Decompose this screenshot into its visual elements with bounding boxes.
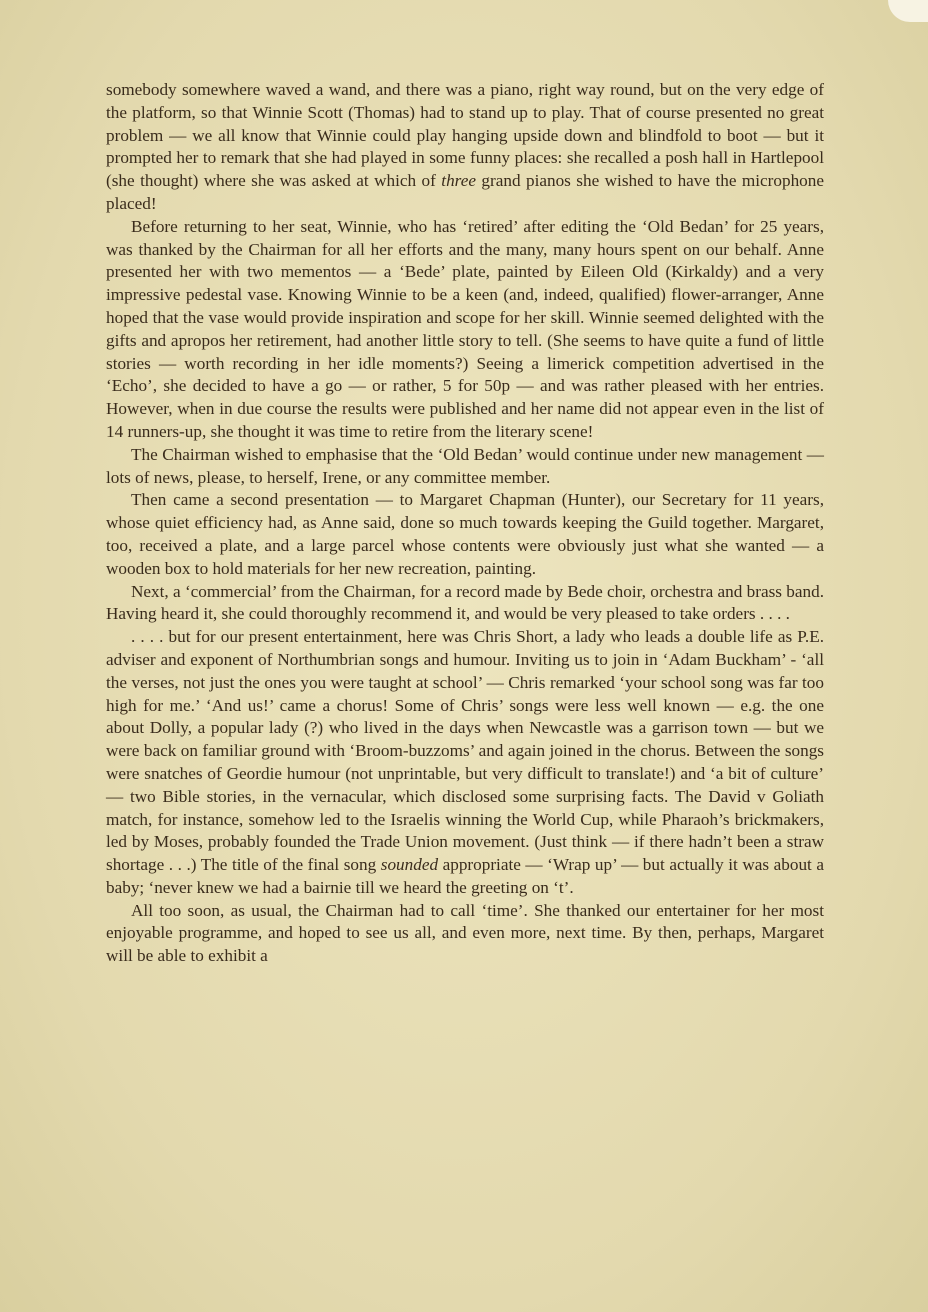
paragraph-3: The Chairman wished to emphasise that the ‘Old Bedan’ would continue under new management — lots of news, please, to herself, Irene, or any committee member. [106,444,824,487]
paragraph-5: Next, a ‘commercial’ from the Chairman, for a record made by Bede choir, orchestra and brass band. Having heard it, she could thoroughly recommend it, and would be very pleased to take orders . . . . [106,581,824,624]
paragraph-1: somebody somewhere waved a wand, and there was a piano, right way round, but on the very edge of the platform, so that Winnie Scott (Thomas) had to stand up to play. That of course presented no great problem — we all know that Winnie could play hanging upside down and blindfold to boot — but it prompted her to remark that she had played in some funny places: she recalled a posh hall in Hartlepool (she thought) where she was asked at which of three grand pianos she wished to have the microphone placed! [106,80,824,213]
paragraph-6: . . . . but for our present entertainment, here was Chris Short, a lady who leads a double life as P.E. adviser and exponent of Northumbrian songs and humour. Inviting us to join in ‘Adam Buckham’ - ‘all the verses, not just the ones you were taught at school’ — Chris remarked ‘your school song was far too high for me.’ ‘And us!’ came a chorus! Some of Chris’ songs were less well known — e.g. the one about Dolly, a popular lady (?) who lived in the days when Newcastle was a garrison town — but we were back on familiar ground with ‘Broom-buzzoms’ and again joined in the chorus. Between the songs were snatches of Geordie humour (not unprintable, but very difficult to translate!) and ‘a bit of culture’ — two Bible stories, in the vernacular, which disclosed some surprising facts. The David v Goliath match, for instance, somehow led to the Israelis winning the World Cup, while Pharaoh’s brickmakers, led by Moses, probably founded the Trade Union movement. (Just think — if there hadn’t been a straw shortage . . .) The title of the final song sounded appropriate — ‘Wrap up’ — but actually it was about a baby; ‘never knew we had a bairnie till we heard the greeting on ‘t’. [106,627,824,897]
page-corner [888,0,928,22]
paragraph-4: Then came a second presentation — to Margaret Chapman (Hunter), our Secretary for 11 years, whose quiet efficiency had, as Anne said, done so much towards keeping the Guild together. Margaret, too, received a plate, and a large parcel whose contents were obviously just what she wanted — a wooden box to hold materials for her new recreation, painting. [106,490,824,578]
paragraph-7: All too soon, as usual, the Chairman had to call ‘time’. She thanked our entertainer for her most enjoyable programme, and hoped to see us all, and even more, next time. By then, perhaps, Margaret will be able to exhibit a [106,900,824,966]
article-text [106,79,824,968]
paragraph-2: Before returning to her seat, Winnie, who has ‘retired’ after editing the ‘Old Bedan’ for 25 years, was thanked by the Chairman for all her efforts and the many, many hours spent on our behalf. Anne presented her with two mementos — a ‘Bede’ plate, painted by Eileen Old (Kirkaldy) and a very impressive pedestal vase. Knowing Winnie to be a keen (and, indeed, qualified) flower-arranger, Anne hoped that the vase would provide inspiration and scope for her skill. Winnie seemed delighted with the gifts and apropos her retirement, had another little story to tell. (She seems to have quite a fund of little stories — worth recording in her idle moments?) Seeing a limerick competition advertised in the ‘Echo’, she decided to have a go — or rather, 5 for 50p — and was rather pleased with her entries. However, when in due course the results were published and her name did not appear even in the list of 14 runners-up, she thought it was time to retire from the literary scene! [106,216,824,441]
